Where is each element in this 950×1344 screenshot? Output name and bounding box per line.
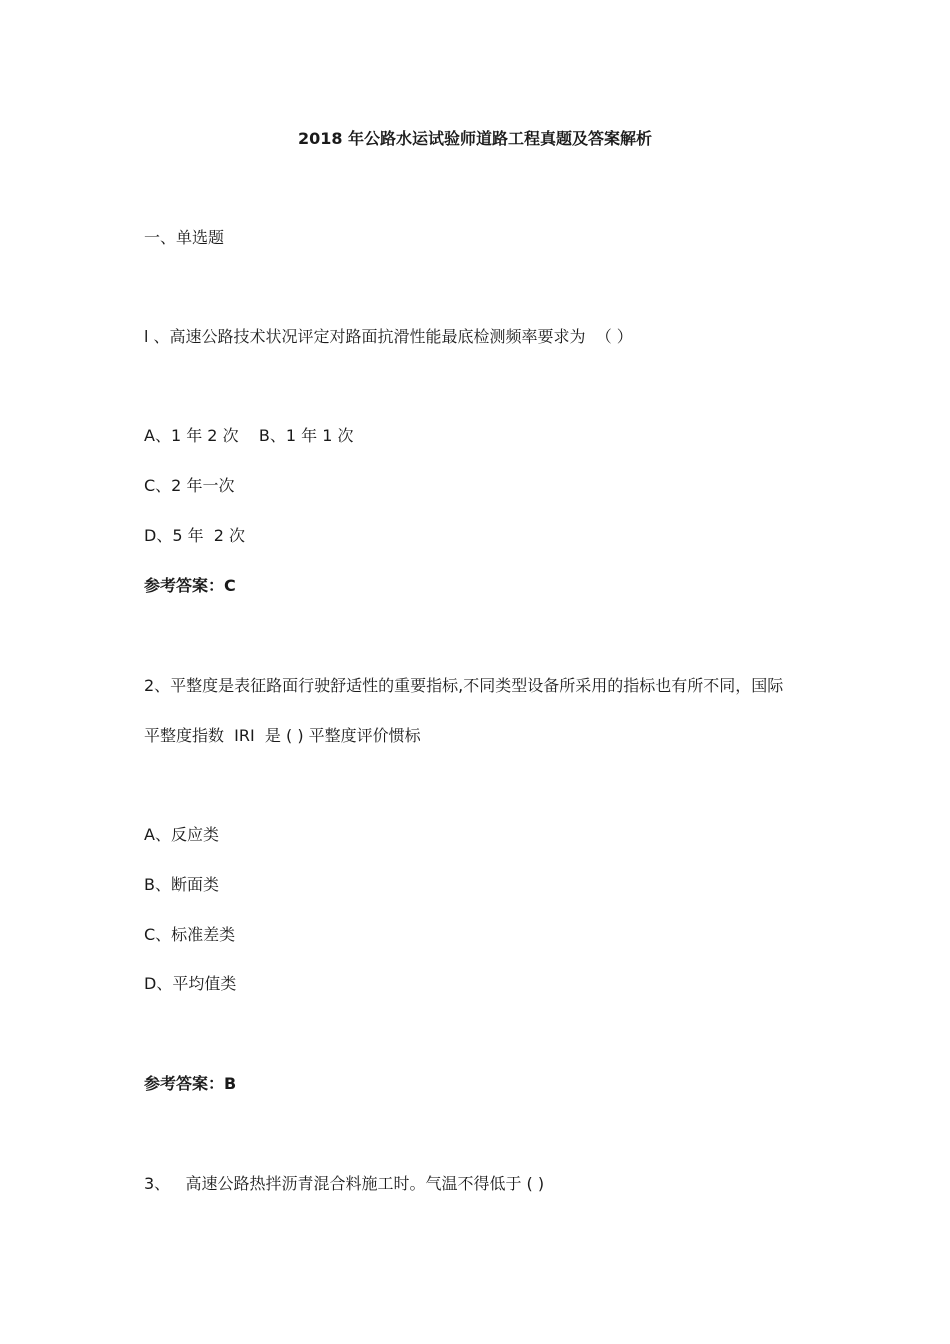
question-2-option-a: A、反应类 <box>144 825 219 844</box>
question-2-option-d: D、平均值类 <box>144 974 237 993</box>
question-1-option-d: D、5 年 2 次 <box>144 526 246 545</box>
question-1-text: l 、高速公路技术状况评定对路面抗滑性能最底检测频率要求为 （ ） <box>144 327 633 346</box>
question-2-answer: 参考答案：B <box>144 1074 237 1093</box>
question-1-option-c: C、2 年一次 <box>144 476 235 495</box>
question-2-option-b: B、断面类 <box>144 875 219 894</box>
question-2-option-c: C、标准差类 <box>144 925 236 944</box>
question-2-text-line-1: 2、平整度是表征路面行驶舒适性的重要指标,不同类型设备所采用的指标也有所不同，国际 <box>144 676 784 695</box>
section-heading: 一、单选题 <box>144 228 225 247</box>
question-2-text-line-2: 平整度指数 IRI 是 ( ) 平整度评价惯标 <box>144 726 421 745</box>
document-title: 2018 年公路水运试验师道路工程真题及答案解析 <box>297 129 653 148</box>
question-3-text: 3、 高速公路热拌沥青混合料施工时。气温不得低于 ( ) <box>144 1174 545 1193</box>
question-1-answer: 参考答案：C <box>144 576 236 595</box>
question-1-options-ab: A、1 年 2 次 B、1 年 1 次 <box>144 426 354 445</box>
